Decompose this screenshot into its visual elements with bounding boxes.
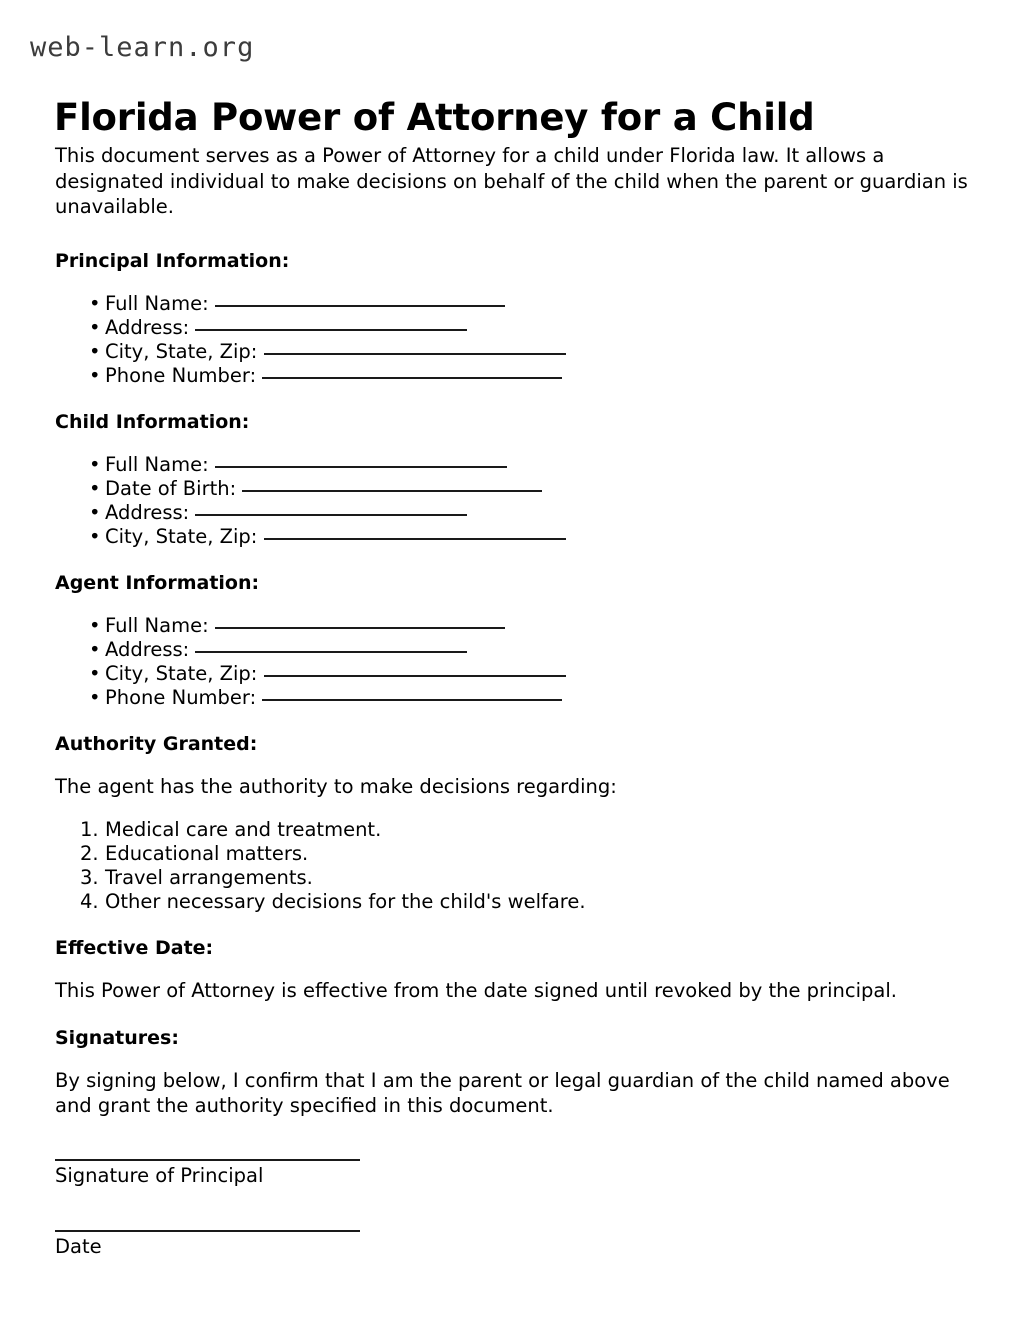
field-blank[interactable] [264,342,566,355]
signatures-text: By signing below, I confirm that I am the parent or legal guardian of the child named above and grant the authority specified in this document. [55,1068,950,1117]
spacer [55,549,975,571]
spacer [55,710,975,732]
field-label: Full Name: [105,452,209,476]
spacer [55,1050,975,1068]
field-label: Full Name: [105,613,209,637]
spacer [55,595,975,614]
spacer [55,914,975,936]
field-list-child [55,453,975,549]
signature-block-date [55,1230,975,1259]
site-brand: web-learn.org [30,32,255,63]
field-row [105,453,975,477]
field-label: City, State, Zip: [105,661,258,685]
field-row [105,340,975,364]
field-blank[interactable] [262,688,562,701]
spacer [55,273,975,292]
field-label: City, State, Zip: [105,339,258,363]
field-row [105,686,975,710]
field-row [105,662,975,686]
field-row [105,525,975,549]
section-heading-agent: Agent Information: [55,571,260,594]
list-item [80,818,975,842]
field-blank[interactable] [242,479,542,492]
list-item-label: Other necessary decisions for the child's welfare. [105,890,586,913]
field-blank[interactable] [264,527,566,540]
section-heading-authority: Authority Granted: [55,732,258,755]
spacer [55,756,975,774]
field-row [105,364,975,388]
field-row [105,501,975,525]
spacer [55,960,975,978]
field-row [105,614,975,638]
field-blank[interactable] [264,664,566,677]
spacer [55,1188,975,1230]
section-heading-effective-date: Effective Date: [55,937,214,959]
list-item-label: Travel arrangements. [105,866,313,889]
list-item [80,866,975,890]
field-row [105,477,975,501]
field-blank[interactable] [215,616,505,629]
effective-date-text: This Power of Attorney is effective from the date signed until revoked by the principal. [55,979,897,1002]
section-heading-principal: Principal Information: [55,249,290,272]
field-label: Phone Number: [105,363,257,387]
field-row [105,316,975,340]
date-line-label: Date [55,1234,102,1258]
section-heading-child: Child Information: [55,410,250,433]
field-row [105,638,975,662]
spacer [55,799,975,818]
field-list-agent [55,614,975,710]
spacer [55,1004,975,1026]
field-row [105,292,975,316]
list-item [80,842,975,866]
field-blank[interactable] [262,366,562,379]
field-label: Address: [105,637,190,661]
field-blank[interactable] [215,455,507,468]
field-label: City, State, Zip: [105,524,258,548]
list-item-label: Medical care and treatment. [105,818,382,841]
authority-list [55,818,975,914]
spacer [55,434,975,453]
authority-intro: The agent has the authority to make decisions regarding: [55,774,617,798]
intro-paragraph: This document serves as a Power of Attorney for a child under Florida law. It allows a designated individual to make decisions on behalf of the child when the parent or guardian is unavailable. [55,144,968,218]
spacer [55,388,975,410]
field-blank[interactable] [195,318,467,331]
list-item [80,890,975,914]
field-list-principal [55,292,975,388]
field-blank[interactable] [215,294,505,307]
list-item-label: Educational matters. [105,842,309,865]
document-body [55,143,975,1259]
field-label: Phone Number: [105,685,257,709]
field-label: Address: [105,500,190,524]
signature-line-label: Signature of Principal [55,1163,264,1187]
section-heading-signatures: Signatures: [55,1026,179,1049]
signature-block-principal [55,1159,975,1188]
field-label: Date of Birth: [105,476,237,500]
field-label: Full Name: [105,291,209,315]
field-blank[interactable] [195,503,467,516]
field-label: Address: [105,315,190,339]
page-title: Florida Power of Attorney for a Child [54,95,815,139]
spacer [55,220,975,249]
field-blank[interactable] [195,640,467,653]
